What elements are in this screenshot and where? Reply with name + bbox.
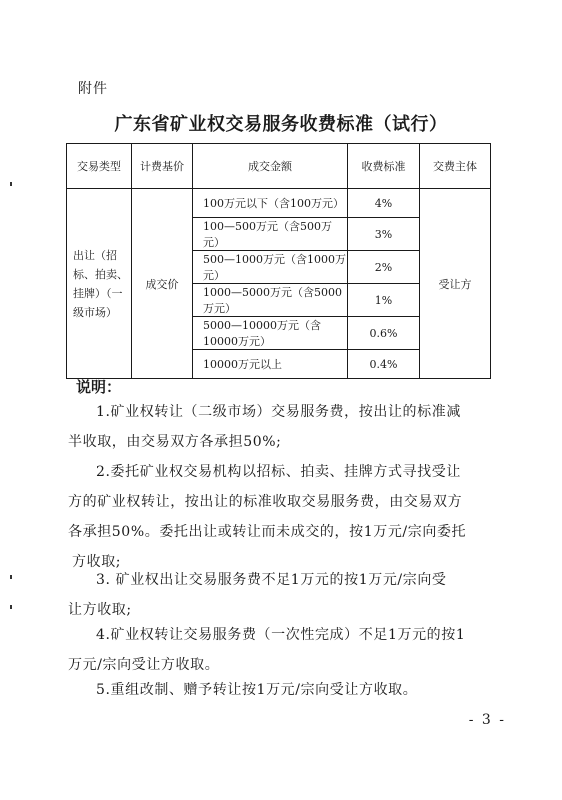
header-rate: 收费标准 [348,144,420,189]
table-header-row [67,144,491,189]
scan-mark [10,575,12,579]
basis-cell: 成交价 [132,189,193,379]
amount-cell: 1000—5000万元（含5000万元） [193,284,348,317]
amount-cell: 100万元以下（含100万元） [193,189,348,218]
page-title: 广东省矿业权交易服务收费标准（试行） [114,114,448,135]
scan-mark [10,182,12,186]
note-item-2 [68,457,488,577]
note-line: 5.重组改制、赠予转让按1万元/宗向受让方收取。 [96,682,418,698]
amount-cell: 100—500万元（含500万元） [193,218,348,251]
payer-cell: 受让方 [420,189,491,379]
trade-type-cell: 出让（招标、拍卖、挂牌）（一级市场） [67,189,132,379]
header-basis: 计费基价 [132,144,193,189]
note-line: 1.矿业权转让（二级市场）交易服务费，按出让的标准减 [96,404,461,420]
note-line: 2.委托矿业权交易机构以招标、拍卖、挂牌方式寻找受让 [96,464,461,480]
note-line: 4.矿业权转让交易服务费（一次性完成）不足1万元的按1 [96,627,466,643]
rate-cell: 4% [348,189,420,218]
rate-cell: 3% [348,218,420,251]
amount-cell: 10000万元以上 [193,350,348,379]
rate-cell: 2% [348,251,420,284]
note-line: 各承担50%。委托出让或转让而未成交的，按1万元/宗向委托 [68,524,467,540]
note-line: 万元/宗向受让方收取。 [68,657,220,673]
notes-heading: 说明： [76,378,122,396]
header-payer: 交费主体 [420,144,491,189]
attachment-label: 附件 [78,81,108,97]
amount-cell: 500—1000万元（含1000万元） [193,251,348,284]
note-line: 3. 矿业权出让交易服务费不足1万元的按1万元/宗向受 [96,572,447,588]
header-amount: 成交金额 [193,144,348,189]
rate-cell: 1% [348,284,420,317]
fee-table [66,143,491,379]
note-line: 方的矿业权转让，按出让的标准收取交易服务费，由交易双方 [68,494,463,510]
note-item-5 [68,675,488,705]
rate-cell: 0.6% [348,317,420,350]
scan-mark [10,605,12,609]
note-item-1 [68,397,488,457]
note-line: 让方收取; [68,602,132,618]
note-line: 半收取，由交易双方各承担50%; [68,434,282,450]
note-line: 方收取; [72,554,122,570]
header-trade-type: 交易类型 [67,144,132,189]
note-item-3 [68,565,488,625]
table-row [67,189,491,218]
note-item-4 [68,620,488,680]
rate-cell: 0.4% [348,350,420,379]
page-number: - 3 - [468,712,506,728]
amount-cell: 5000—10000万元（含10000万元） [193,317,348,350]
